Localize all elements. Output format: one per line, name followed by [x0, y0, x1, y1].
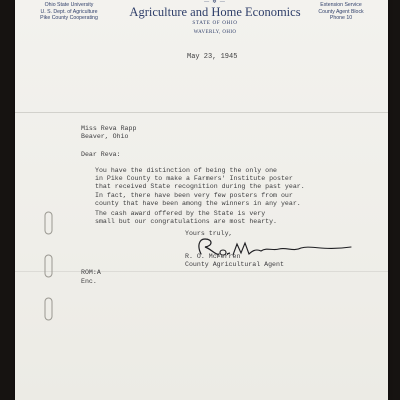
letterhead-left-block [38, 2, 100, 22]
fold-crease [15, 112, 388, 113]
letterhead-right-line: Extension Service [320, 2, 362, 8]
recipient-address [81, 125, 136, 141]
recipient-line: Miss Reva Rapp [81, 125, 137, 132]
closing: Yours truly, [185, 230, 233, 237]
enclosure-note: Enc. [81, 278, 97, 285]
letterhead-city: WAVERLY, OHIO [193, 30, 237, 35]
fold-crease-lower [15, 271, 388, 272]
paragraph-line: that received State recognition during the past year. [95, 183, 305, 191]
typist-initials: ROM:A [81, 269, 101, 276]
letterhead-title: Agriculture and Home Economics [129, 5, 301, 19]
punch-holes [43, 210, 55, 325]
letterhead-left-line: Pike County Cooperating [40, 15, 98, 22]
letterhead-right-line: Phone 10 [329, 15, 353, 22]
letterhead-left-line: U. S. Dept. of Agriculture [40, 8, 98, 15]
letterhead-state: STATE OF OHIO [192, 20, 238, 26]
paragraph-line: small but our congratulations are most hearty. [95, 218, 278, 226]
paragraph-line: in Pike County to make a Farmers' Institute poster [95, 175, 293, 183]
letterhead-ornament: — ✲ — [204, 0, 226, 5]
paragraph-line: You have the distinction of being the only one [95, 167, 278, 174]
letterhead-center-block [115, 0, 315, 36]
letter-page [15, 0, 388, 400]
recipient-line: Beaver, Ohio [81, 133, 129, 141]
paragraph-line: In fact, there have been very few posters from our [95, 191, 293, 199]
signer-name: R. O. McFerren [185, 253, 241, 260]
letter-date: May 23, 1945 [187, 53, 238, 61]
letterhead-left-line: Ohio State University [44, 2, 94, 8]
paragraph-two [95, 210, 277, 226]
paragraph-line: county that have been among the winners in any year. [95, 199, 301, 207]
paragraph-line: The cash award offered by the State is very [95, 210, 266, 217]
signer-title: County Agricultural Agent [185, 261, 284, 268]
letterhead-right-block [310, 2, 372, 22]
paragraph-one [95, 167, 305, 208]
letterhead-right-line: County Agent Block [318, 8, 364, 15]
salutation: Dear Reva: [81, 151, 121, 158]
